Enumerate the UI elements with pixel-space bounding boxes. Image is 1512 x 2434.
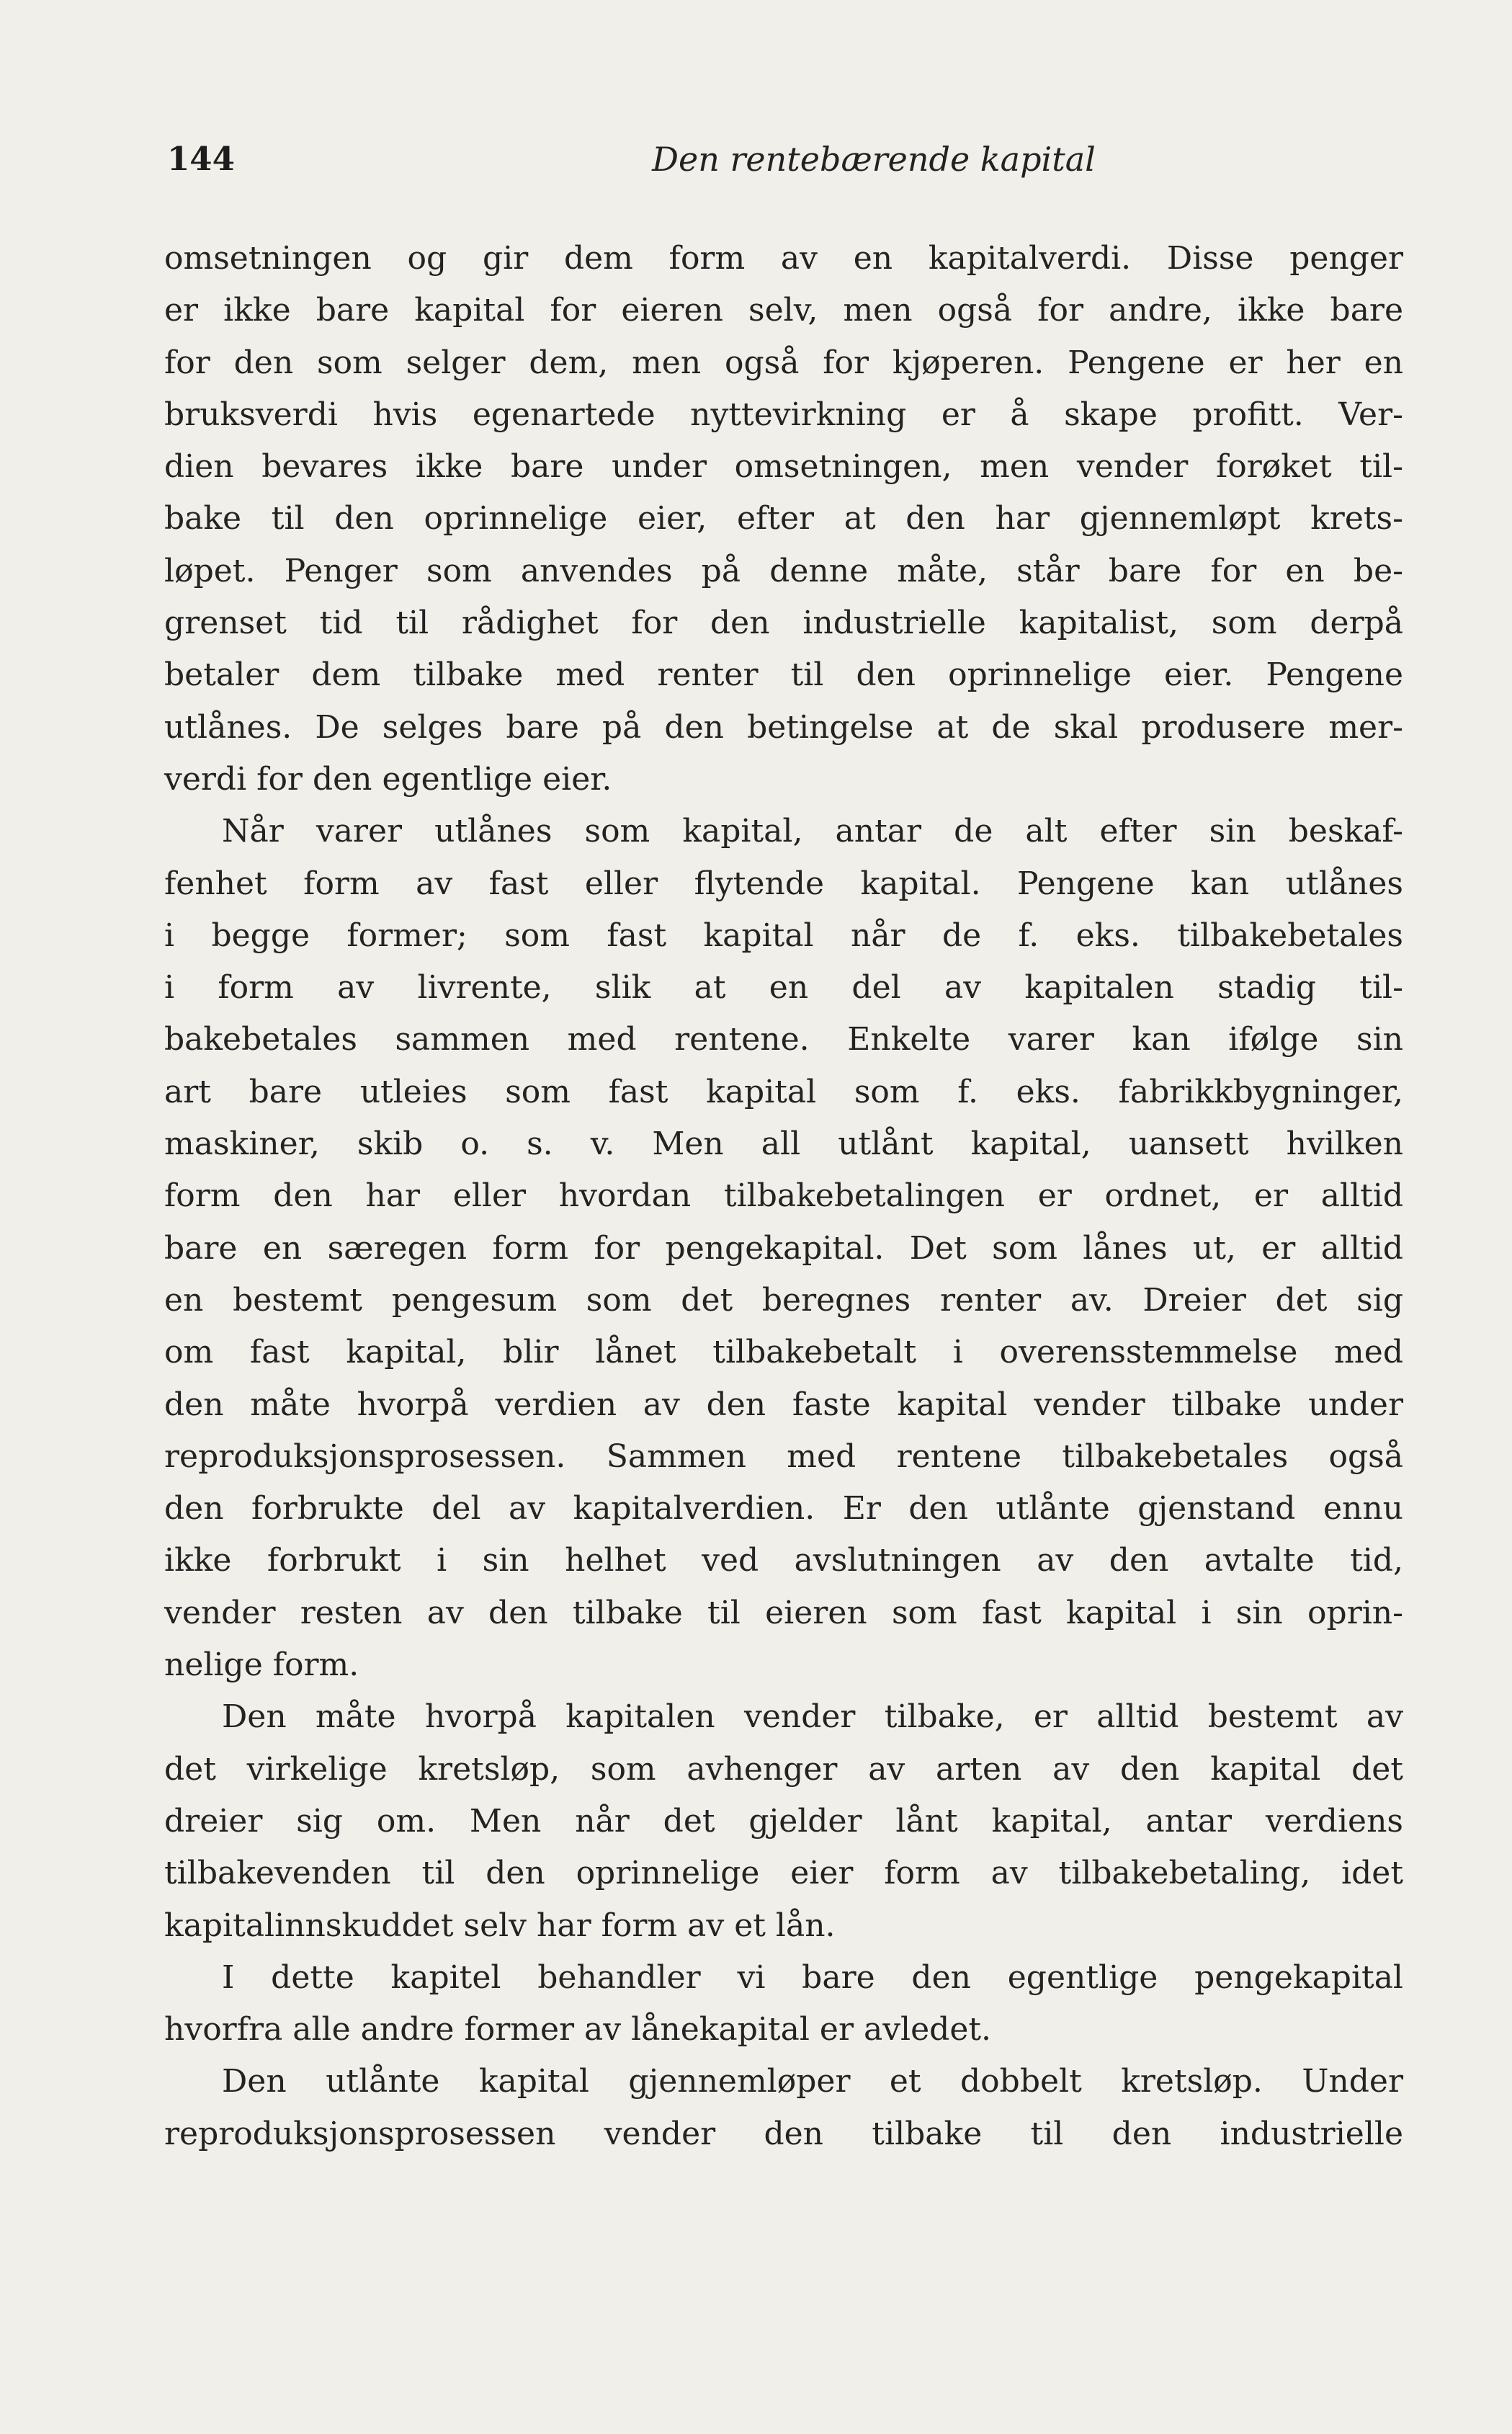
body-text [164,233,1403,2160]
text-line: utlånes. De selges bare på den betingelse at de skal produsere mer- [164,708,1403,746]
text-line: bakebetales sammen med rentene. Enkelte varer kan ifølge sin [164,1021,1403,1058]
text-line: hvorfra alle andre former av lånekapital er avledet. [164,2011,992,2049]
running-title: Den rentebærende kapital [652,140,1096,179]
text-line: grenset tid til rådighet for den industrielle kapitalist, som derpå [164,605,1403,642]
text-line: nelige form. [164,1646,359,1684]
text-line: bare en særegen form for pengekapital. Det som lånes ut, er alltid [164,1229,1403,1267]
text-line: løpet. Penger som anvendes på denne måte, står bare for en be- [164,552,1403,589]
text-line: i form av livrente, slik at en del av kapitalen stadig til- [164,969,1403,1007]
text-line: Når varer utlånes som kapital, antar de alt efter sin beskaf- [222,813,1403,850]
text-line: bruksverdi hvis egenartede nyttevirkning er å skape profitt. Ver- [164,396,1403,433]
text-line: art bare utleies som fast kapital som f. eks. fabrikkbygninger, [164,1073,1403,1110]
text-line: kapitalinnskuddet selv har form av et lån. [164,1907,836,1944]
text-line: omsetningen og gir dem form av en kapitalverdi. Disse penger [164,240,1403,277]
text-line: vender resten av den tilbake til eieren som fast kapital i sin oprin- [164,1594,1403,1631]
text-line: Den utlånte kapital gjennemløper et dobbelt kretsløp. Under [222,2063,1403,2100]
text-line: betaler dem tilbake med renter til den oprinnelige eier. Pengene [164,656,1403,694]
text-line: den måte hvorpå verdien av den faste kapital vender tilbake under [164,1386,1403,1423]
text-line: ikke forbrukt i sin helhet ved avslutningen av den avtalte tid, [164,1542,1403,1579]
text-line: i begge former; som fast kapital når de f. eks. tilbakebetales [164,917,1403,954]
text-line: bake til den oprinnelige eier, efter at den har gjennemløpt krets- [164,500,1403,538]
text-line: maskiner, skib o. s. v. Men all utlånt kapital, uansett hvilken [164,1125,1403,1163]
text-line: det virkelige kretsløp, som avhenger av arten av den kapital det [164,1750,1403,1788]
text-line: form den har eller hvordan tilbakebetalingen er ordnet, er alltid [164,1177,1403,1215]
page-header [164,134,1403,184]
text-line: om fast kapital, blir lånet tilbakebetalt i overensstemmelse med [164,1334,1403,1371]
page-number: 144 [167,140,235,178]
text-line: fenhet form av fast eller flytende kapital. Pengene kan utlånes [164,865,1403,902]
text-line: tilbakevenden til den oprinnelige eier form av tilbakebetaling, idet [164,1855,1403,1892]
text-line: den forbrukte del av kapitalverdien. Er den utlånte gjenstand ennu [164,1490,1403,1528]
text-line: Den måte hvorpå kapitalen vender tilbake, er alltid bestemt av [222,1698,1403,1736]
text-line: er ikke bare kapital for eieren selv, men også for andre, ikke bare [164,292,1403,329]
text-line: for den som selger dem, men også for kjøperen. Pengene er her en [164,344,1403,381]
text-line: I dette kapitel behandler vi bare den egentlige pengekapital [222,1958,1403,1996]
text-line: dreier sig om. Men når det gjelder lånt kapital, antar verdiens [164,1802,1403,1840]
text-line: dien bevares ikke bare under omsetningen, men vender forøket til- [164,448,1403,486]
text-line: reproduksjonsprosessen vender den tilbake til den industrielle [164,2115,1403,2152]
text-line: en bestemt pengesum som det beregnes renter av. Dreier det sig [164,1281,1403,1319]
text-line: verdi for den egentlige eier. [164,760,612,798]
text-line: reproduksjonsprosessen. Sammen med rentene tilbakebetales også [164,1437,1403,1475]
